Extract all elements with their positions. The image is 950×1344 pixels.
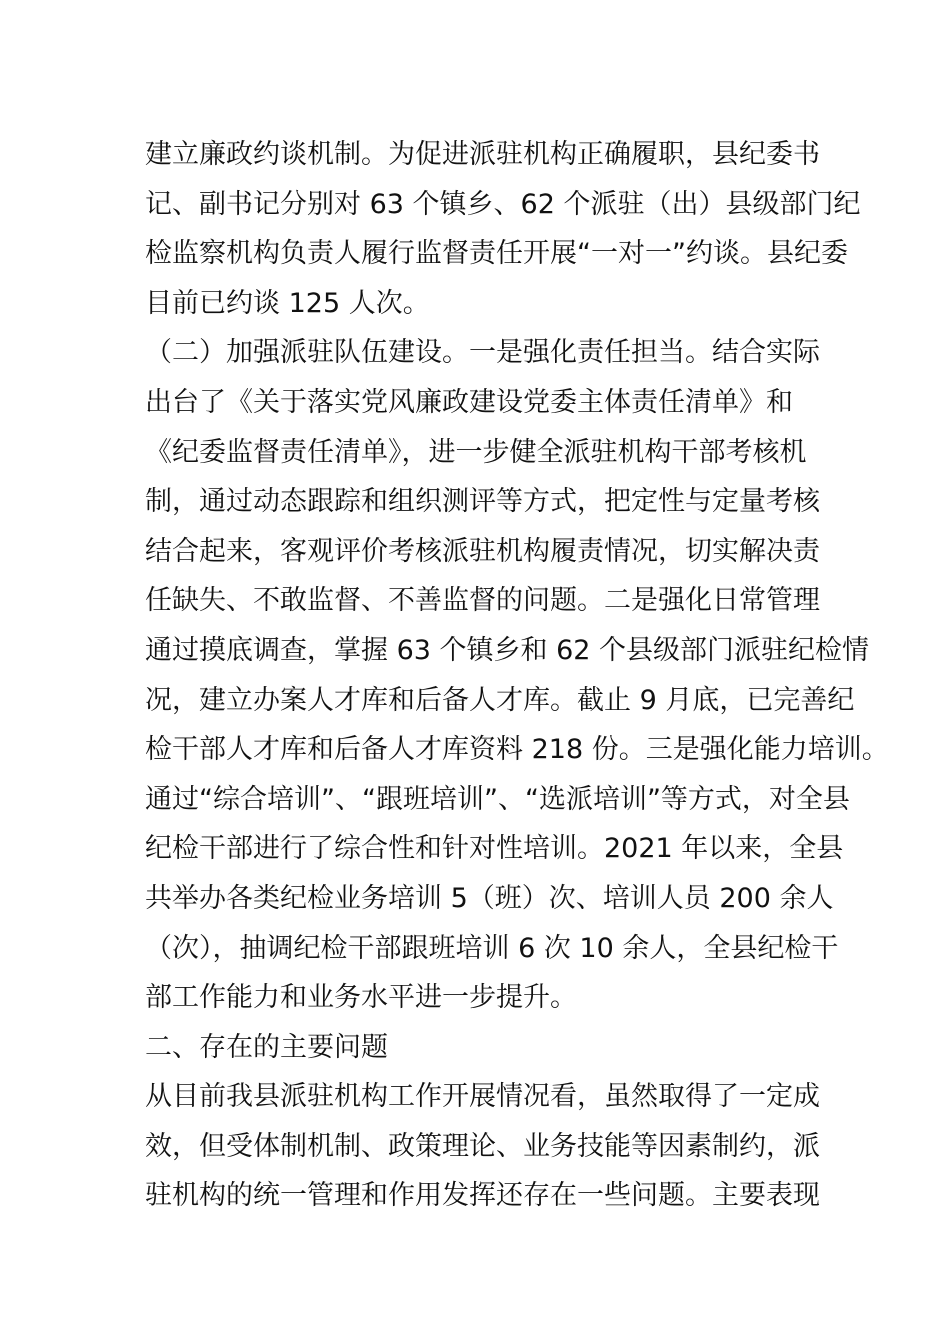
text-line: 建立廉政约谈机制。为促进派驻机构正确履职，县纪委书 <box>145 139 820 170</box>
text-line: （次），抽调纪检干部跟班培训 6 次 10 余人，全县纪检干 <box>145 932 839 964</box>
text-line: 驻机构的统一管理和作用发挥还存在一些问题。主要表现 <box>145 1180 820 1212</box>
text-line: 部工作能力和业务水平进一步提升。 <box>145 982 577 1014</box>
document-body <box>145 130 889 1221</box>
text-line: 检干部人才库和后备人才库资料 218 份。三是强化能力培训。 <box>145 734 889 766</box>
text-line: 通过摸底调查，掌握 63 个镇乡和 62 个县级部门派驻纪检情 <box>145 634 870 666</box>
text-line: 出台了《关于落实党风廉政建设党委主体责任清单》和 <box>145 386 793 418</box>
text-line: 结合起来，客观评价考核派驻机构履责情况，切实解决责 <box>145 535 820 567</box>
text-line: 通过“综合培训”、“跟班培训”、“选派培训”等方式，对全县 <box>145 783 850 815</box>
text-line: 共举办各类纪检业务培训 5（班）次、培训人员 200 余人 <box>145 882 834 914</box>
text-line: （二）加强派驻队伍建设。一是强化责任担当。结合实际 <box>145 337 820 369</box>
text-line: 任缺失、不敢监督、不善监督的问题。二是强化日常管理 <box>145 585 820 617</box>
text-line: 况，建立办案人才库和后备人才库。截止 9 月底，已完善纪 <box>145 684 855 716</box>
section-heading: 二、存在的主要问题 <box>145 1031 388 1063</box>
text-line: 检监察机构负责人履行监督责任开展“一对一”约谈。县纪委 <box>145 238 848 270</box>
text-line: 制，通过动态跟踪和组织测评等方式，把定性与定量考核 <box>145 486 820 518</box>
text-line: 《纪委监督责任清单》，进一步健全派驻机构干部考核机 <box>145 436 807 468</box>
text-line: 效，但受体制机制、政策理论、业务技能等因素制约，派 <box>145 1130 820 1162</box>
text-line: 纪检干部进行了综合性和针对性培训。2021 年以来，全县 <box>145 833 844 865</box>
text-line: 记、副书记分别对 63 个镇乡、62 个派驻（出）县级部门纪 <box>145 188 861 220</box>
text-line: 目前已约谈 125 人次。 <box>145 287 430 319</box>
text-line: 从目前我县派驻机构工作开展情况看，虽然取得了一定成 <box>145 1081 820 1113</box>
